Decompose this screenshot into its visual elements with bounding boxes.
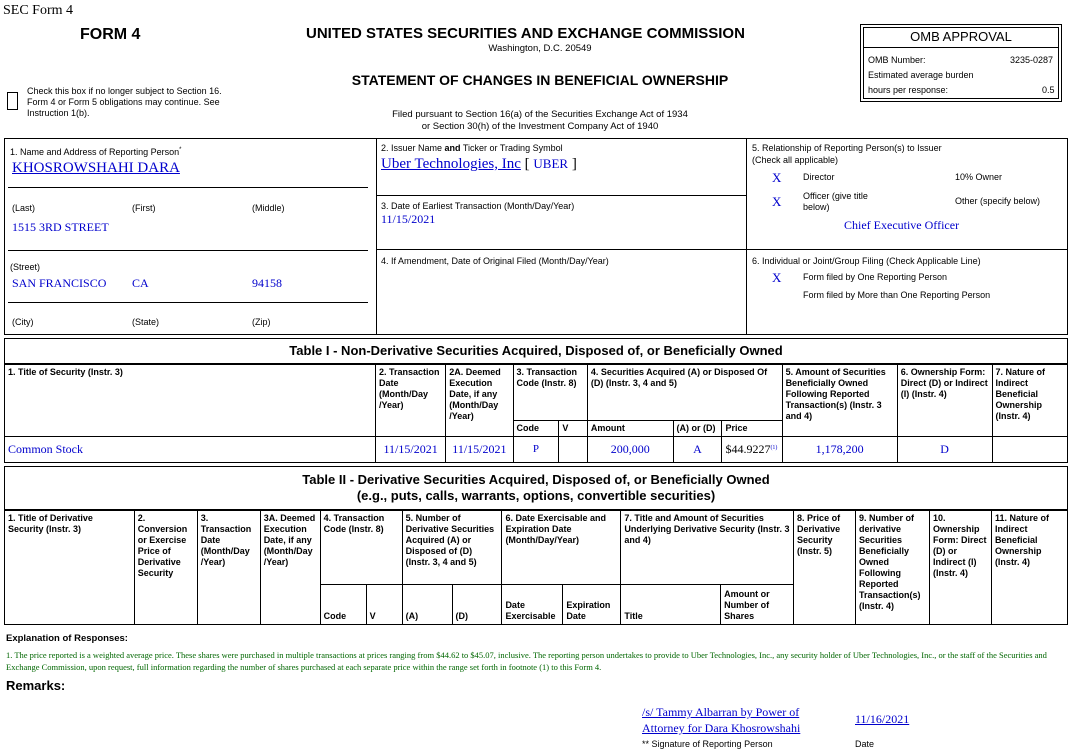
zip-value: 94158 [252, 276, 282, 290]
amount: 200,000 [610, 441, 650, 456]
state-label: (State) [132, 317, 160, 327]
t2-sub-exp: Expiration Date [563, 585, 621, 625]
street-value: 1515 3RD STREET [12, 220, 109, 234]
omb-hours-value: 0.5 [1042, 85, 1055, 95]
underline [8, 187, 368, 188]
officer-title: Chief Executive Officer [844, 218, 960, 232]
security-title: Common Stock [8, 441, 84, 456]
acquired-disposed: A [693, 441, 702, 456]
deemed-date: 11/15/2021 [452, 441, 507, 456]
signature-line-2[interactable]: Attorney for Dara Khosrowshahi [642, 721, 801, 735]
state-value: CA [132, 276, 149, 290]
transaction-date: 11/15/2021 [383, 441, 438, 456]
divider [376, 195, 746, 196]
transaction-code: P [532, 443, 540, 455]
underline [8, 302, 368, 303]
officer-label: Officer (give title below) [803, 191, 868, 212]
t2-sub-v: V [366, 585, 402, 625]
table1 [4, 364, 1068, 463]
middle-label: (Middle) [252, 203, 285, 213]
reporting-person-name[interactable]: KHOSROWSHAHI DARA [12, 160, 180, 176]
underline [8, 250, 368, 251]
box1-label-text: 1. Name and Address of Reporting Person [10, 147, 180, 157]
footnote-1: 1. The price reported is a weighted average price. These shares were purchased in multiple transactions at prices ranging from $44.62 to $45.07, inclusive. The reporting person undertakes to provide to Uber Technologies, Inc., any security holder of Uber Technologies, Inc., or the staff of the Securities and Exchange Commission, upon request, full information regarding the number of shares purchased at each separate price within the range set forth in footnote (1) to this Form 4. [6, 650, 1047, 672]
t1-h2: 2. Transaction Date (Month/Day /Year) [375, 365, 445, 437]
filed-line-2: or Section 30(h) of the Investment Company Act of 1940 [421, 121, 659, 132]
bracket-close: ] [571, 156, 577, 172]
agency-title: UNITED STATES SECURITIES AND EXCHANGE COMMISSION [306, 25, 745, 42]
director-label: Director [803, 172, 835, 182]
owned-following: 1,178,200 [815, 441, 864, 456]
divider [746, 138, 747, 335]
table2-title-1: Table II - Derivative Securities Acquired, Disposed of, or Beneficially Owned [302, 472, 770, 487]
t1-h5: 5. Amount of Securities Beneficially Owned Following Reported Transaction(s) (Instr. 3 and 4) [782, 365, 897, 437]
t2-sub-title: Title [621, 585, 721, 625]
t1-h4: 4. Securities Acquired (A) or Disposed Of (D) (Instr. 3, 4 and 5) [587, 365, 782, 421]
box1-asterisk: * [179, 147, 182, 153]
signature-date: 11/16/2021 [855, 712, 910, 726]
one-person-label: Form filed by One Reporting Person [803, 272, 948, 282]
t1-sub-price: Price [722, 421, 782, 437]
t2-h9: 9. Number of derivative Securities Beneficially Owned Following Reported Transaction(s) (Instr. 4) [856, 511, 930, 625]
divider [376, 249, 1068, 250]
omb-burden-label: Estimated average burden [868, 70, 974, 80]
divider [376, 138, 377, 335]
street-label: (Street) [10, 262, 41, 272]
earliest-transaction-date: 11/15/2021 [381, 212, 436, 226]
agency-location: Washington, D.C. 20549 [488, 43, 592, 54]
t1-sub-v: V [559, 421, 588, 437]
t2-h2: 2. Conversion or Exercise Price of Derivative Security [134, 511, 197, 625]
t1-sub-amount: Amount [587, 421, 673, 437]
signature[interactable] [642, 704, 800, 736]
no-longer-subject-checkbox[interactable] [7, 92, 18, 110]
more-persons-label: Form filed by More than One Reporting Person [803, 290, 991, 300]
t1-h2a: 2A. Deemed Execution Date, if any (Month/Day /Year) [446, 365, 513, 437]
t2-sub-a: (A) [402, 585, 452, 625]
table2-title [4, 472, 1068, 504]
t2-h10: 10. Ownership Form: Direct (D) or Indirect (I) (Instr. 4) [929, 511, 991, 625]
t2-h11: 11. Nature of Indirect Beneficial Ownership (Instr. 4) [991, 511, 1067, 625]
table2-title-2: (e.g., puts, calls, warrants, options, convertible securities) [356, 488, 716, 503]
t2-sub-d: (D) [452, 585, 502, 625]
omb-number-label: OMB Number: [868, 55, 926, 65]
box2-label-b: Ticker or Trading Symbol [460, 143, 563, 153]
table2 [4, 510, 1068, 625]
city-value: SAN FRANCISCO [12, 276, 107, 290]
zip-label: (Zip) [252, 317, 271, 327]
t2-h3a: 3A. Deemed Execution Date, if any (Month/Day /Year) [260, 511, 320, 625]
issuer-line [381, 156, 577, 173]
box3-label: 3. Date of Earliest Transaction (Month/Day/Year) [381, 201, 575, 211]
price: $44.9227 [725, 442, 771, 456]
table-row [5, 437, 1068, 463]
price-footnote[interactable]: (1) [770, 445, 778, 451]
t1-h7: 7. Nature of Indirect Beneficial Ownership (Instr. 4) [992, 365, 1068, 437]
t1-h6: 6. Ownership Form: Direct (D) or Indirect (I) (Instr. 4) [897, 365, 992, 437]
box2-label-and: and [444, 143, 461, 153]
t1-h3: 3. Transaction Code (Instr. 8) [513, 365, 587, 421]
last-label: (Last) [12, 203, 36, 213]
omb-hours-label: hours per response: [868, 85, 949, 95]
filed-pursuant [306, 109, 774, 133]
t1-sub-code: Code [513, 421, 559, 437]
statement-title: STATEMENT OF CHANGES IN BENEFICIAL OWNERSHIP [351, 72, 729, 88]
omb-number-value: 3235-0287 [1010, 55, 1054, 65]
signature-label: ** Signature of Reporting Person [642, 739, 773, 749]
date-label: Date [855, 739, 875, 749]
remarks-title: Remarks: [6, 678, 66, 693]
t2-h7: 7. Title and Amount of Securities Underlying Derivative Security (Instr. 3 and 4) [621, 511, 794, 585]
t2-h4: 4. Transaction Code (Instr. 8) [320, 511, 402, 585]
checkbox-text: Check this box if no longer subject to Section 16. Form 4 or Form 5 obligations may continue. See Instruction 1(b). [27, 86, 222, 118]
t1-sub-ad: (A) or (D) [673, 421, 722, 437]
filed-line-1: Filed pursuant to Section 16(a) of the Securities Exchange Act of 1934 [392, 109, 688, 120]
explanation-title: Explanation of Responses: [6, 633, 128, 644]
form-label: FORM 4 [80, 26, 141, 43]
t2-h1: 1. Title of Derivative Security (Instr. 3) [5, 511, 135, 625]
city-label: (City) [12, 317, 34, 327]
officer-x: X [772, 194, 782, 209]
box2-label [381, 143, 563, 154]
t2-h5: 5. Number of Derivative Securities Acquired (A) or Disposed of (D) (Instr. 3, 4 and 5) [402, 511, 502, 585]
t2-h6: 6. Date Exercisable and Expiration Date (Month/Day/Year) [502, 511, 621, 585]
issuer-name-link[interactable]: Uber Technologies, Inc [381, 156, 521, 172]
t2-h3: 3. Transaction Date (Month/Day /Year) [197, 511, 260, 625]
t2-sub-code: Code [320, 585, 366, 625]
bracket-open: [ [524, 156, 530, 172]
t1-h1: 1. Title of Security (Instr. 3) [5, 365, 376, 437]
box6-label: 6. Individual or Joint/Group Filing (Check Applicable Line) [752, 256, 981, 266]
one-person-x: X [772, 270, 782, 285]
director-x: X [772, 170, 782, 185]
other-label: Other (specify below) [955, 196, 1041, 206]
t2-h8: 8. Price of Derivative Security (Instr. 5) [794, 511, 856, 625]
first-label: (First) [132, 203, 156, 213]
omb-divider [863, 47, 1059, 48]
ticker-symbol: UBER [533, 156, 569, 171]
sec-form-label: SEC Form 4 [3, 3, 74, 18]
box5-label: 5. Relationship of Reporting Person(s) to Issuer [752, 143, 942, 153]
box1-label [10, 145, 181, 158]
ownership-form: D [940, 441, 949, 456]
ten-percent-owner-label: 10% Owner [955, 172, 1003, 182]
box2-label-a: 2. Issuer Name [381, 143, 445, 153]
t2-sub-amount: Amount or Number of Shares [721, 585, 794, 625]
omb-title: OMB APPROVAL [910, 29, 1012, 44]
signature-line-1[interactable]: /s/ Tammy Albarran by Power of [642, 705, 800, 719]
table1-title: Table I - Non-Derivative Securities Acquired, Disposed of, or Beneficially Owned [289, 343, 783, 358]
box4-label: 4. If Amendment, Date of Original Filed (Month/Day/Year) [381, 256, 609, 266]
box5-sub: (Check all applicable) [752, 155, 839, 165]
t2-sub-date-ex: Date Exercisable [502, 585, 563, 625]
